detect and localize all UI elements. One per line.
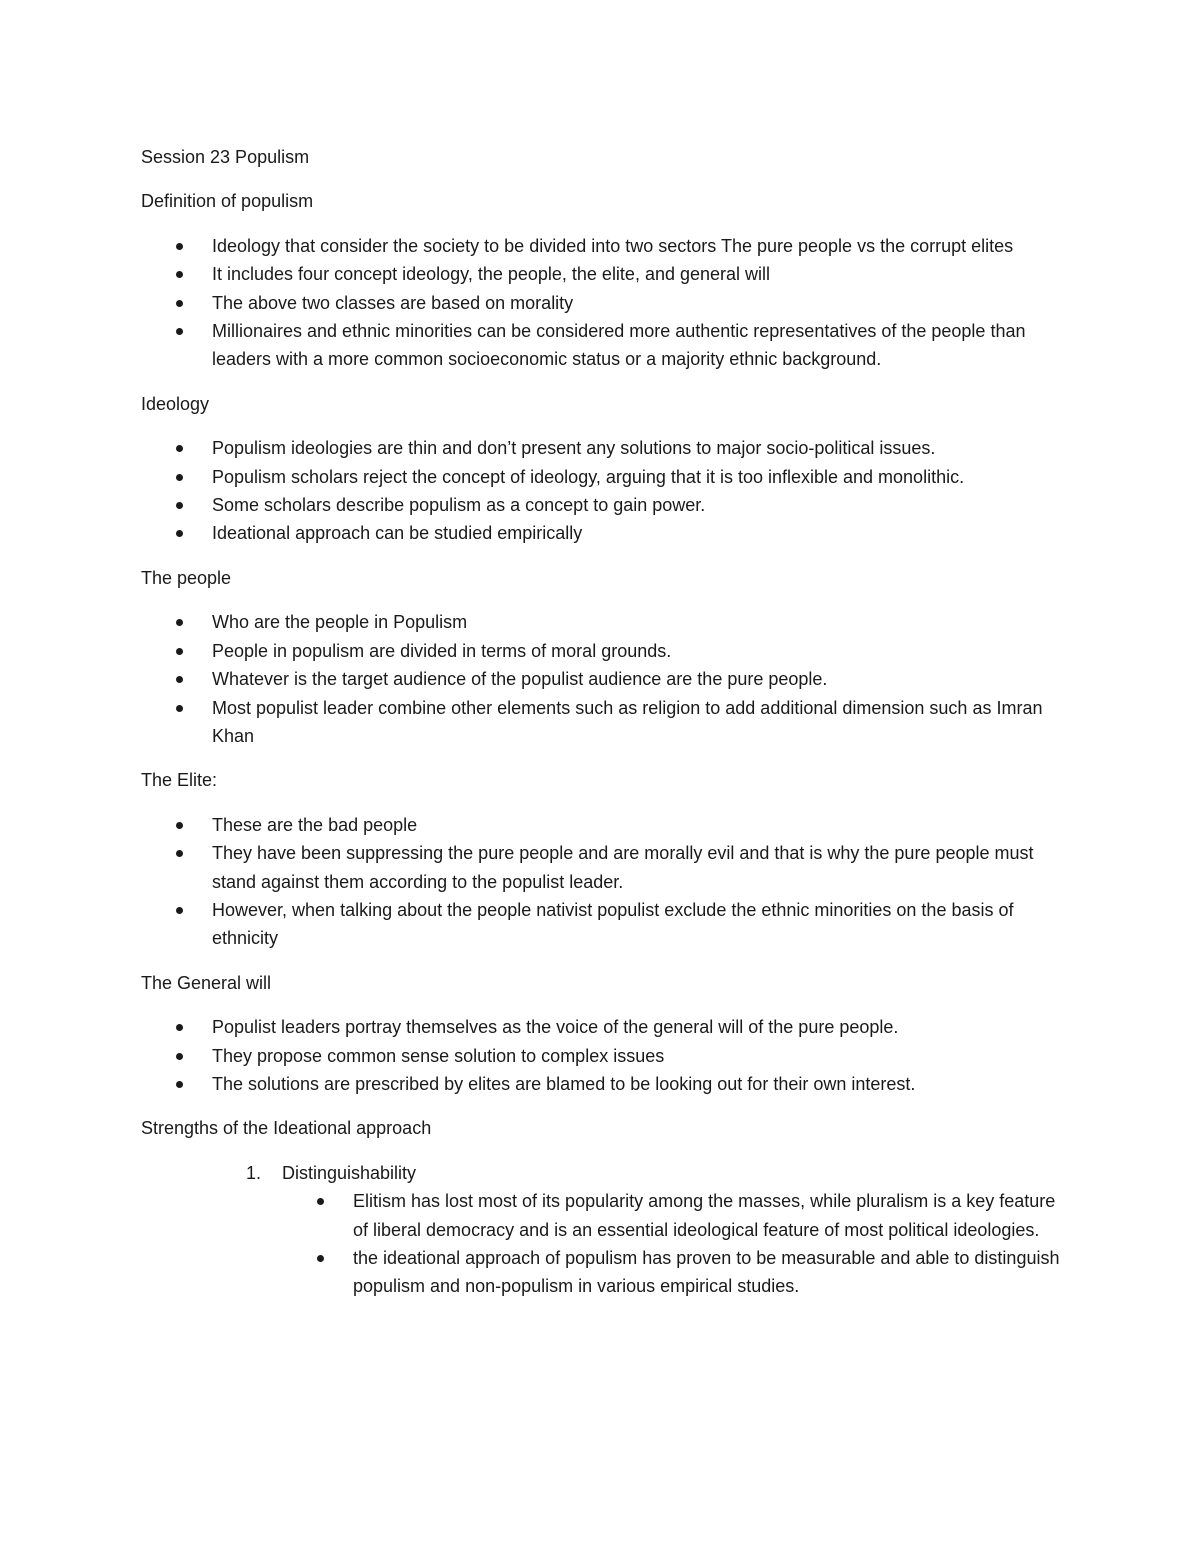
bullet-list-the-people [141,608,1060,750]
bullet-list-distinguishability [282,1187,1060,1301]
bullet-list-the-elite [141,811,1060,953]
bullet-item: The solutions are prescribed by elites are blamed to be looking out for their own interest. [212,1070,1060,1098]
section-heading-general-will: The General will [141,972,272,993]
bullet-item: the ideational approach of populism has proven to be measurable and able to distinguish populism and non-populism in various empirical studies. [353,1244,1060,1301]
bullet-item: Populist leaders portray themselves as the voice of the general will of the pure people. [212,1013,1060,1041]
bullet-item: Ideational approach can be studied empirically [212,519,1060,547]
bullet-item: Most populist leader combine other elements such as religion to add additional dimension such as Imran Khan [212,694,1060,751]
bullet-item: Millionaires and ethnic minorities can be considered more authentic representatives of the people than leaders with a more common socioeconomic status or a majority ethnic background. [212,317,1060,374]
bullet-item: Populism scholars reject the concept of ideology, arguing that it is too inflexible and monolithic. [212,463,1060,491]
document-title: Session 23 Populism [141,147,310,167]
bullet-item: Some scholars describe populism as a concept to gain power. [212,491,1060,519]
bullet-item: These are the bad people [212,811,1060,839]
section-heading-strengths: Strengths of the Ideational approach [141,1118,432,1139]
bullet-item: The above two classes are based on morality [212,289,1060,317]
bullet-item: Populism ideologies are thin and don’t present any solutions to major socio-political issues. [212,434,1060,462]
bullet-item: Whatever is the target audience of the populist audience are the pure people. [212,665,1060,693]
bullet-list-general-will [141,1013,1060,1098]
bullet-list-ideology [141,434,1060,548]
bullet-item: People in populism are divided in terms of moral grounds. [212,637,1060,665]
bullet-item: Ideology that consider the society to be divided into two sectors The pure people vs the corrupt elites [212,232,1060,260]
numbered-list-strengths [141,1159,1060,1301]
bullet-item: Who are the people in Populism [212,608,1060,636]
bullet-item: They propose common sense solution to complex issues [212,1042,1060,1070]
bullet-list-definition [141,232,1060,374]
bullet-item: Elitism has lost most of its popularity among the masses, while pluralism is a key feature of liberal democracy and is an essential ideological feature of most political ideologies. [353,1187,1060,1244]
bullet-item: However, when talking about the people nativist populist exclude the ethnic minorities on the basis of ethnicity [212,896,1060,953]
bullet-item: They have been suppressing the pure people and are morally evil and that is why the pure people must stand against them according to the populist leader. [212,839,1060,896]
list-number: 1. [246,1162,262,1183]
section-heading-the-elite: The Elite: [141,770,218,791]
bullet-item: It includes four concept ideology, the people, the elite, and general will [212,260,1060,288]
section-heading-the-people: The people [141,567,232,588]
numbered-item-distinguishability [246,1159,1060,1301]
numbered-item-label: Distinguishability [282,1162,417,1183]
section-heading-definition: Definition of populism [141,191,314,212]
section-heading-ideology: Ideology [141,393,210,414]
